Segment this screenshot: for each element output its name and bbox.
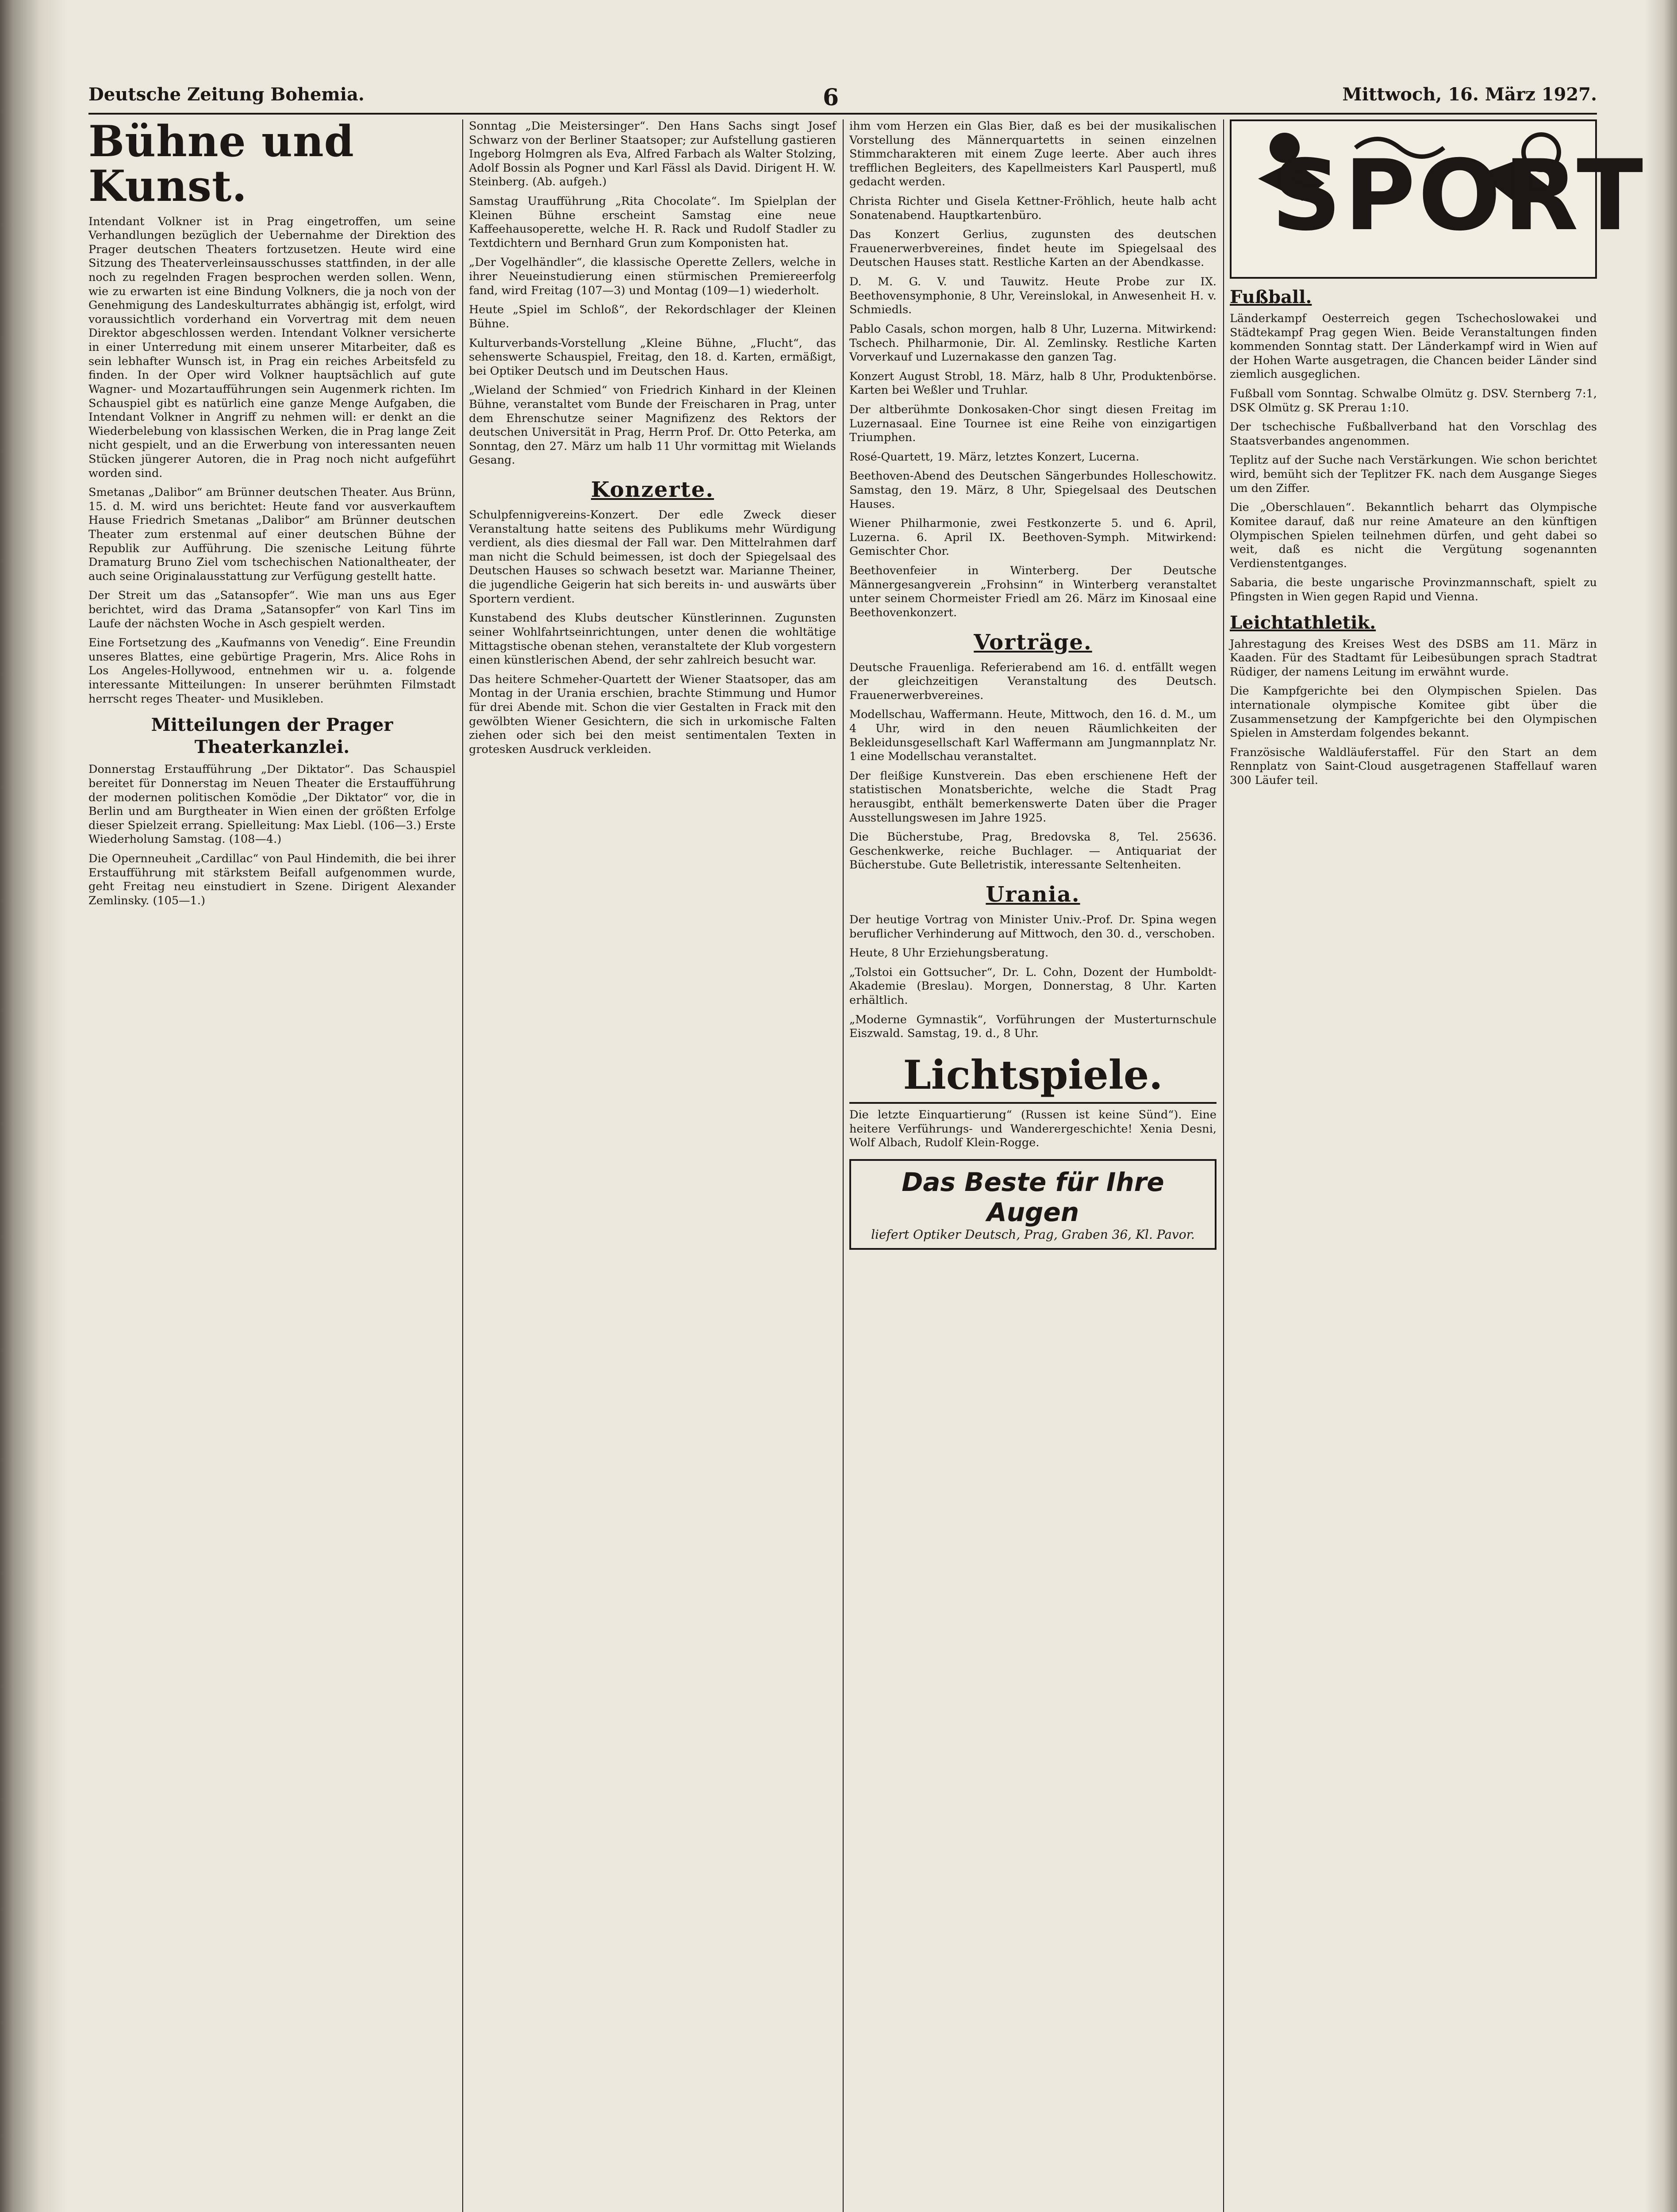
article: Donnerstag Erstaufführung „Der Diktator“. Das Schauspiel bereitet für Donnerstag im Neuen Theater die Erstaufführung der modernen politischen Komödie „Der Diktator“ vor, die in Berlin und am Burgtheater in Wien einen der größten Erfolge dieser Spielzeit errang. Spielleitung: Max Liebl. (106—3.) Erste Wiederholung Samstag. (108—4.) — [88, 763, 456, 846]
section-title-lichtspiele: Lichtspiele. — [849, 1052, 1216, 1104]
article: Rosé-Quartett, 19. März, letztes Konzert, Lucerna. — [849, 450, 1140, 464]
article: Kulturverbands-Vorstellung „Kleine Bühne, „Flucht“, das sehenswerte Schauspiel, Freitag, den 18. d. Karten, ermäßigt, bei Optiker Deutsch und im Deutschen Haus. — [469, 336, 836, 378]
article: Das Konzert Gerlius, zugunsten des deutschen Frauenerwerbvereines, findet heute im Spiegelsaal des Deutschen Hauses statt. Restliche Karten an der Abendkasse. — [849, 228, 1216, 269]
section-title-leichtathletik: Leichtathletik. — [1230, 612, 1376, 633]
page-header — [88, 84, 1597, 115]
column-divider-2 — [843, 119, 844, 2212]
article: Heute, 8 Uhr Erziehungsberatung. — [849, 946, 1049, 960]
article: Eine Fortsetzung des „Kaufmanns von Venedig“. Eine Freundin unseres Blattes, eine gebürtige Pragerin, Mrs. Alice Rohs in Los Angeles-Hollywood, entnehmen wir u. a. folgende interessante Mitteilungen: In unserer berühmten Filmstadt herrscht reges Theater- und Musikleben. — [88, 636, 456, 706]
header-rule — [88, 113, 1597, 115]
sport-banner — [1230, 119, 1646, 279]
article: Konzert August Strobl, 18. März, halb 8 Uhr, Produktenbörse. Karten bei Weßler und Truhlar. — [849, 369, 1216, 397]
article: Modellschau, Waffermann. Heute, Mittwoch, den 16. d. M., um 4 Uhr, wird in den neuen Räumlichkeiten der Bekleidunsgesellschaft Karl Waffermann am Jungmannplatz Nr. 1 eine Modellschau veranstaltet. — [849, 708, 1216, 764]
article: Französische Waldläuferstaffel. Für den Start an dem Rennplatz von Saint-Cloud ausgetragenen Staffellauf waren 300 Läufer teil. — [1230, 745, 1597, 787]
column-1 — [88, 116, 456, 2212]
article: Pablo Casals, schon morgen, halb 8 Uhr, Luzerna. Mitwirkend: Tschech. Philharmonie, Dir. Al. Zemlinsky. Restliche Karten Vorverkauf und Luzernakasse den ganzen Tag. — [849, 322, 1216, 364]
article: „Wieland der Schmied“ von Friedrich Kinhard in der Kleinen Bühne, veranstaltet vom Bunde der Freischaren in Prag, unter dem Ehrenschutze seiner Magnifizenz des Rektors der deutschen Universität in Prag, Herrn Prof. Dr. Otto Peterka, am Sonntag, den 27. März um halb 11 Uhr vormittag mit Wielands Gesang. — [469, 384, 836, 467]
article: Beethoven-Abend des Deutschen Sängerbundes Holleschowitz. Samstag, den 19. März, 8 Uhr, Spiegelsaal des Deutschen Hauses. — [849, 469, 1216, 511]
article: Die letzte Einquartierung“ (Russen ist keine Sünd“). Eine heitere Verführungs- und Wanderergeschichte! Xenia Desni, Wolf Albach, Rudolf Klein-Rogge. — [849, 1108, 1216, 1150]
article: Der tschechische Fußballverband hat den Vorschlag des Staatsverbandes angenommen. — [1230, 420, 1597, 448]
article: Smetanas „Dalibor“ am Brünner deutschen Theater. Aus Brünn, 15. d. M. wird uns berichtet: Heute fand vor ausverkauftem Hause Friedrich Smetanas „Dalibor“ am Brünner deutschen Theater zum erstenmal auf einer deutschen Bühne der Republik zur Aufführung. Die szenische Leitung führte Dramaturg Bruno Ziel vom tschechischen Nationaltheater, der auch seine Originalausstattung zur Verfügung gestellt hatte. — [88, 486, 456, 583]
ad-title: Das Beste für Ihre Augen — [902, 1167, 1164, 1227]
article: „Tolstoi ein Gottsucher“, Dr. L. Cohn, Dozent der Humboldt-Akademie (Breslau). Morgen, Donnerstag, 8 Uhr. Karten erhältlich. — [849, 965, 1216, 1007]
article: Sonntag „Die Meistersinger“. Den Hans Sachs singt Josef Schwarz von der Berliner Staatsoper; zur Aufstellung gastieren Ingeborg Holmgren als Eva, Alfred Farbach als Walter Stolzing, Adolf Bossin als Pogner und Karl Fässl als David. Dirigent H. W. Steinberg. (Ab. aufgeh.) — [469, 119, 836, 189]
article: ihm vom Herzen ein Glas Bier, daß es bei der musikalischen Vorstellung des Männerquartetts in seinen einzelnen Stimmcharakteren mit einem Zuge leerte. Aber auch ihres trefflichen Begleiters, des Kapellmeisters Karl Pauspertl, muß gedacht werden. — [849, 119, 1216, 189]
article: D. M. G. V. und Tauwitz. Heute Probe zur IX. Beethovensymphonie, 8 Uhr, Vereinslokal, in Anwesenheit H. v. Schmiedls. — [849, 275, 1216, 317]
article: Der heutige Vortrag von Minister Univ.-Prof. Dr. Spina wegen beruflicher Verhinderung auf Mittwoch, den 30. d., verschoben. — [849, 913, 1216, 941]
column-divider-1 — [462, 119, 463, 2212]
article: Das heitere Schmeher-Quartett der Wiener Staatsoper, das am Montag in der Urania erschien, brachte Stimmung und Humor für drei Abende mit. Schon die vier Gestalten in Frack mit den gewölbten Wiener Gesichtern, die sich in urkomische Falten ziehen oder sich bei den meist sentimentalen Texten in grotesken Ausdruck verkleiden. — [469, 672, 836, 756]
article: Die Kampfgerichte bei den Olympischen Spielen. Das internationale olympische Komitee gibt über die Zusammensetzung der Kampfgerichte bei den Olympischen Spielen in Amsterdam folgendes bekannt. — [1230, 684, 1597, 740]
column-2 — [469, 119, 836, 2212]
column-3 — [849, 119, 1216, 2212]
issue-date: Mittwoch, 16. März 1927. — [1342, 84, 1597, 105]
page-edge-left — [0, 0, 66, 2212]
article: Fußball vom Sonntag. Schwalbe Olmütz g. DSV. Sternberg 7:1, DSK Olmütz g. SK Prerau 1:10. — [1230, 387, 1597, 415]
column-divider-3 — [1223, 119, 1224, 2212]
article: Samstag Uraufführung „Rita Chocolate“. Im Spielplan der Kleinen Bühne erscheint Samstag eine neue Kaffeehausoperette, welche H. R. Rack und Rudolf Stadler zu Textdichtern und Bernhard Grun zum Komponisten hat. — [469, 195, 836, 250]
article: Christa Richter und Gisela Kettner-Fröhlich, heute halb acht Sonatenabend. Hauptkartenbüro. — [849, 195, 1216, 222]
article: Die Opernneuheit „Cardillac“ von Paul Hindemith, die bei ihrer Erstaufführung mit stärkstem Beifall aufgenommen wurde, geht Freitag neu einstudiert in Szene. Dirigent Alexander Zemlinsky. (105—1.) — [88, 852, 456, 907]
section-title-buehne: Bühne und Kunst. — [88, 116, 354, 211]
section-title-fussball: Fußball. — [1230, 287, 1312, 307]
article: Heute „Spiel im Schloß“, der Rekordschlager der Kleinen Bühne. — [469, 303, 836, 330]
article: Länderkampf Oesterreich gegen Tschechoslowakei und Städtekampf Prag gegen Wien. Beide Veranstaltungen finden kommenden Sonntag statt. Der Länderkampf wird in Wien auf der Hohen Warte ausgetragen, die Chancen beider Länder sind ziemlich ausgeglichen. — [1230, 312, 1597, 381]
article: Sabaria, die beste ungarische Provinzmannschaft, spielt zu Pfingsten in Wien gegen Rapid und Vienna. — [1230, 576, 1597, 603]
article: Jahrestagung des Kreises West des DSBS am 11. März in Kaaden. Für des Stadtamt für Leibesübungen sprach Stadtrat Rüdiger, der namens Leitung im erwähnt wurde. — [1230, 637, 1597, 679]
article: „Moderne Gymnastik“, Vorführungen der Musterturnschule Eiszwald. Samstag, 19. d., 8 Uhr. — [849, 1013, 1216, 1041]
article: Beethovenfeier in Winterberg. Der Deutsche Männergesangverein „Frohsinn“ in Winterberg veranstaltet unter seinem Chormeister Friedl am 26. März im Kinosaal eine Beethovenkonzert. — [849, 564, 1216, 619]
sport-title: SPORT — [1271, 139, 1646, 252]
section-title-vortraege: Vorträge. — [974, 630, 1092, 655]
section-title-urania: Urania. — [986, 882, 1080, 907]
article: Teplitz auf der Suche nach Verstärkungen. Wie schon berichtet wird, bemüht sich der Teplitzer FK. nach dem Ausgange Sieges um den Ziffer. — [1230, 453, 1597, 495]
section-title-konzerte: Konzerte. — [591, 477, 714, 503]
section-title-mitteilungen: Mitteilungen der Prager Theaterkanzlei. — [151, 714, 393, 758]
article: Die „Oberschlauen“. Bekanntlich beharrt das Olympische Komitee darauf, daß nur reine Amateure an den künftigen Olympischen Spielen teilnehmen dürfen, und geht dabei so weit, daß es nicht die Vergütung sogenannten Verdienstentganges. — [1230, 501, 1597, 570]
optician-advertisement — [849, 1159, 1216, 1250]
article: Deutsche Frauenliga. Referierabend am 16. d. entfällt wegen der gleichzeitigen Veranstaltung des Deutsch. Frauenerwerbvereines. — [849, 661, 1216, 702]
article: Die Bücherstube, Prag, Bredovska 8, Tel. 25636. Geschenkwerke, reiche Buchlager. — Antiquariat der Bücherstube. Gute Belletristik, interessante Seltenheiten. — [849, 830, 1216, 872]
article: Der fleißige Kunstverein. Das eben erschienene Heft der statistischen Monatsberichte, welche die Stadt Prag herausgibt, enthält bemerkenswerte Daten über die Prager Ausstellungswesen im Jahre 1925. — [849, 769, 1216, 825]
article: Der altberühmte Donkosaken-Chor singt diesen Freitag im Luzernasaal. Eine Tournee ist eine Reihe von einzigartigen Triumphen. — [849, 403, 1216, 445]
ad-subtitle: liefert Optiker Deutsch, Prag, Graben 36, Kl. Pavor. — [871, 1227, 1195, 1242]
article: Kunstabend des Klubs deutscher Künstlerinnen. Zugunsten seiner Wohlfahrtseinrichtungen, unter denen die wohltätige Mittagstische obenan stehen, veranstaltete der Klub vorgestern einen künstlerischen Abend, der sehr zahlreich besucht war. — [469, 611, 836, 667]
article: Schulpfennigvereins-Konzert. Der edle Zweck dieser Veranstaltung hatte seitens des Publikums mehr Würdigung verdient, als dies diesmal der Fall war. Den Mittelrahmen darf man nicht die Schuld beimessen, ist doch der Spiegelsaal des Deutschen Hauses so schwach besetzt war. Marianne Theiner, die jugendliche Geigerin hat sich bereits in- und auswärts über Sportern verdient. — [469, 508, 836, 606]
article: „Der Vogelhändler“, die klassische Operette Zellers, welche in ihrer Neueinstudierung einen stürmischen Premiereerfolg fand, wird Freitag (107—3) und Montag (109—1) wiederholt. — [469, 256, 836, 297]
article: Wiener Philharmonie, zwei Festkonzerte 5. und 6. April, Luzerna. 6. April IX. Beethoven-Symph. Mitwirkend: Gemischter Chor. — [849, 517, 1216, 558]
article: Der Streit um das „Satansopfer“. Wie man uns aus Eger berichtet, wird das Drama „Satansopfer“ von Karl Tins im Laufe der nächsten Woche in Asch gespielt werden. — [88, 589, 456, 630]
paper-name: Deutsche Zeitung Bohemia. — [88, 84, 365, 105]
page-edge-right — [1646, 0, 1677, 2212]
article: Intendant Volkner ist in Prag eingetroffen, um seine Verhandlungen bezüglich der Uebernahme der Direktion des Prager deutschen Theaters fortzusetzen. Heute wird eine Sitzung des Theaterverleinsausschusses stattfinden, in der alle noch zu regelnden Fragen besprochen werden sollen. Wenn, wie zu erwarten ist eine Bindung Volkners, die ja noch von der Genehmigung des Landeskulturrates abhängig ist, erfolgt, wird voraussichtlich vorderhand ein Vorvertrag mit dem neuen Direktor abgeschlossen werden. Intendant Volkner versicherte in einer Unterredung mit einem unserer Mitarbeiter, daß es sein lebhafter Wunsch ist, in Prag ein reiches Arbeitsfeld zu finden. In der Oper wird Volkner hauptsächlich auf gute Wagner- und Mozartaufführungen sein Augenmerk richten. Im Schauspiel gibt es natürlich eine ganze Menge Aufgaben, die Intendant Volkner in Angriff zu nehmen will: er denkt an die Wiederbelebung von klassischen Werken, die in Prag lange Zeit nicht gespielt, und an die Erwerbung von interessanten neuen Stücken jüngerer Autoren, die in Prag noch nicht aufgeführt worden sind. — [88, 215, 456, 480]
column-4 — [1230, 119, 1646, 2212]
page-number: 6 — [823, 84, 839, 111]
